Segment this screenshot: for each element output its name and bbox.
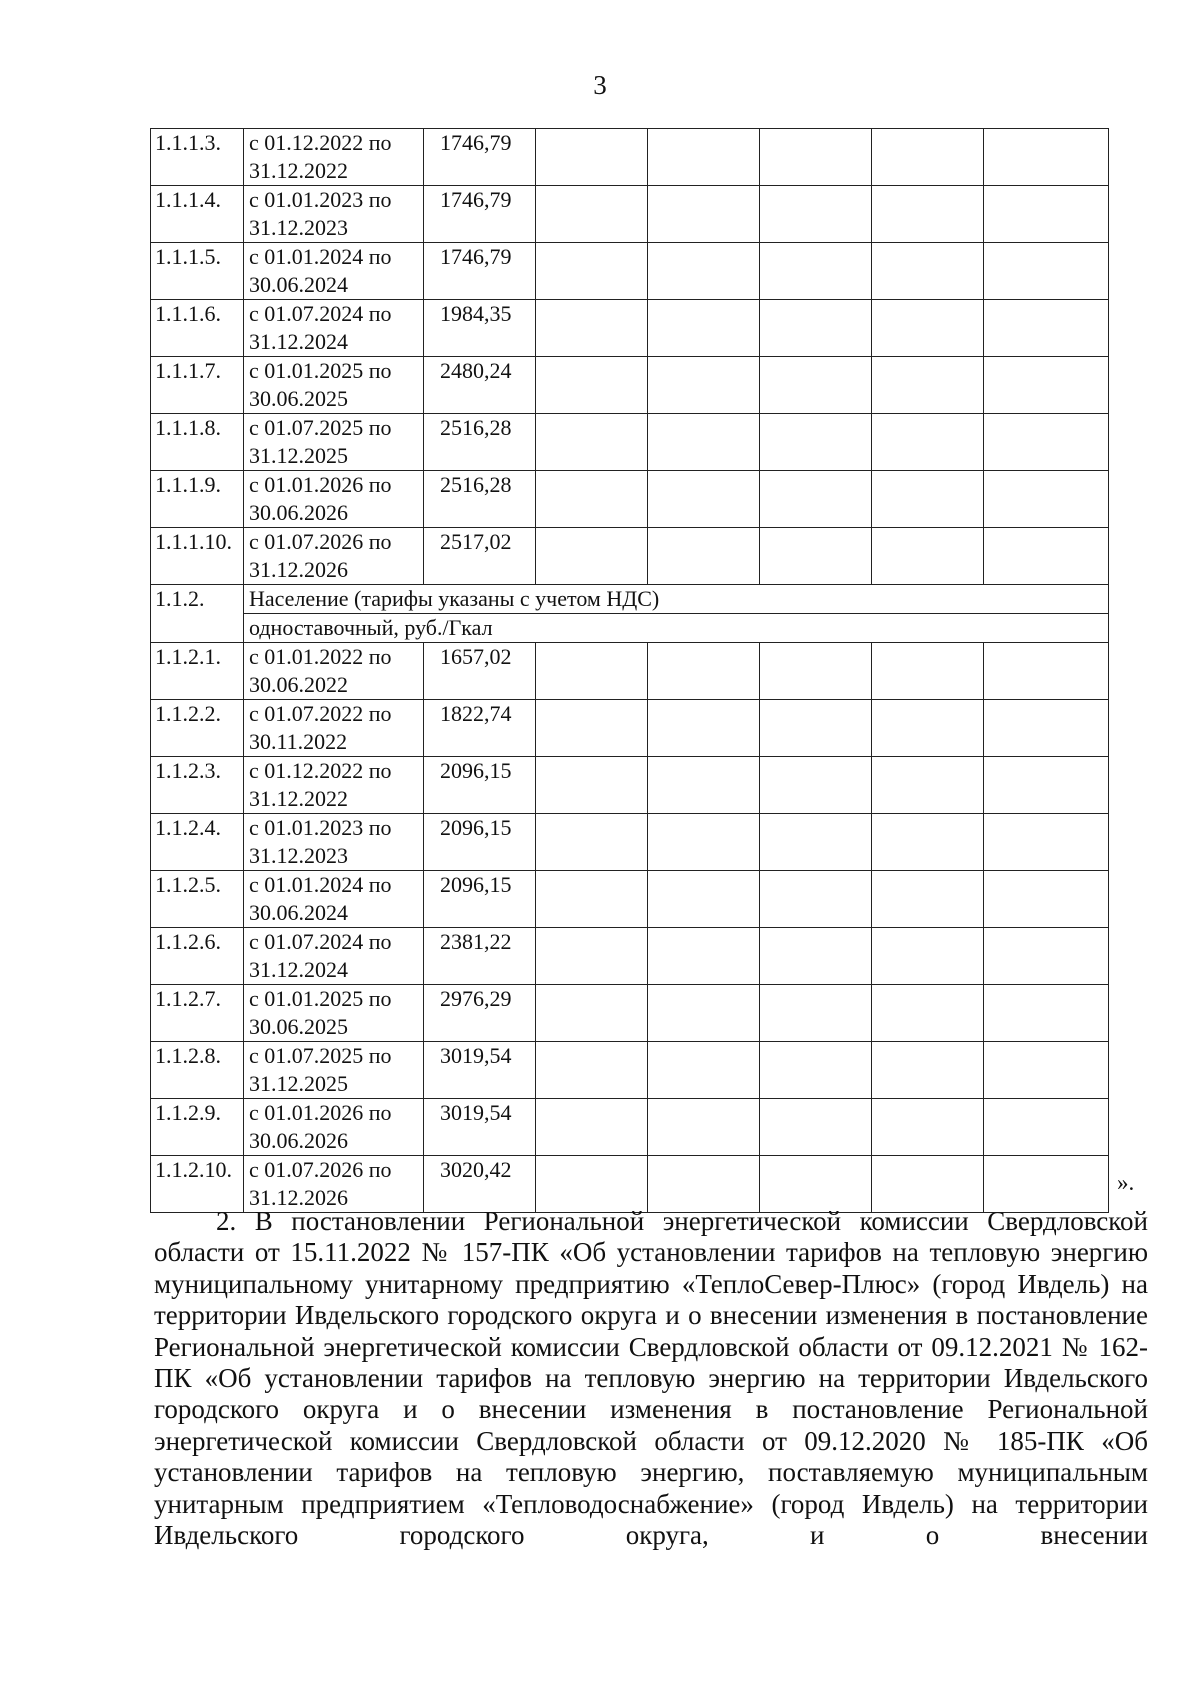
- row-tariff-value: 1657,02: [424, 643, 536, 700]
- empty-cell: [536, 757, 648, 814]
- empty-cell: [872, 985, 984, 1042]
- row-tariff-value: 2096,15: [424, 757, 536, 814]
- row-number: 1.1.1.4.: [151, 186, 244, 243]
- empty-cell: [648, 243, 760, 300]
- empty-cell: [648, 814, 760, 871]
- row-tariff-value: 2516,28: [424, 414, 536, 471]
- group-number: 1.1.2.: [151, 585, 244, 643]
- row-tariff-value: 2976,29: [424, 985, 536, 1042]
- empty-cell: [872, 643, 984, 700]
- empty-cell: [984, 414, 1109, 471]
- period-end: 30.06.2024: [249, 900, 348, 925]
- empty-cell: [536, 414, 648, 471]
- empty-cell: [760, 528, 872, 585]
- row-tariff-value: 2517,02: [424, 528, 536, 585]
- empty-cell: [648, 300, 760, 357]
- period-end: 31.12.2024: [249, 957, 348, 982]
- row-period: [244, 243, 424, 300]
- empty-cell: [984, 1156, 1109, 1213]
- tariff-table: [150, 128, 1109, 1213]
- table-row: [151, 129, 1109, 186]
- empty-cell: [984, 814, 1109, 871]
- period-start: с 01.07.2025 по: [249, 415, 392, 440]
- empty-cell: [536, 1156, 648, 1213]
- empty-cell: [536, 1099, 648, 1156]
- period-end: 31.12.2026: [249, 1185, 348, 1210]
- period-start: с 01.07.2024 по: [249, 929, 392, 954]
- period-end: 31.12.2026: [249, 557, 348, 582]
- row-number: 1.1.1.10.: [151, 528, 244, 585]
- empty-cell: [872, 357, 984, 414]
- group-title: Население (тарифы указаны с учетом НДС): [244, 585, 1109, 614]
- period-end: 30.06.2024: [249, 272, 348, 297]
- paragraph-2: 2. В постановлении Региональной энергетической комиссии Свердловской области от 15.11.2022 № 157-ПК «Об установлении тарифов на тепловую энергию муниципальному унитарному предприятию «ТеплоСевер-Плюс» (город Ивдель) на территории Ивдельского городского округа и о внесении изменения в постановление Региональной энергетической комиссии Свердловской области от 09.12.2021 № 162-ПК «Об установлении тарифов на тепловую энергию на территории Ивдельского городского округа и о внесении изменения в постановление Региональной энергетической комиссии Свердловской области от 09.12.2020 № 185-ПК «Об установлении тарифов на тепловую энергию, поставляемую муниципальным унитарным предприятием «Тепловодоснабжение» (город Ивдель) на территории Ивдельского городского округа, и о внесении: [154, 1206, 1148, 1551]
- empty-cell: [872, 1156, 984, 1213]
- row-number: 1.1.2.7.: [151, 985, 244, 1042]
- period-start: с 01.01.2025 по: [249, 986, 392, 1011]
- row-period: [244, 1099, 424, 1156]
- row-number: 1.1.1.8.: [151, 414, 244, 471]
- period-start: с 01.01.2024 по: [249, 244, 392, 269]
- row-period: [244, 985, 424, 1042]
- empty-cell: [872, 700, 984, 757]
- period-end: 30.11.2022: [249, 729, 348, 754]
- empty-cell: [648, 928, 760, 985]
- closing-quote: ».: [1117, 1170, 1135, 1195]
- table-row: [151, 814, 1109, 871]
- group-header-row: [151, 585, 1109, 614]
- empty-cell: [984, 357, 1109, 414]
- row-period: [244, 129, 424, 186]
- empty-cell: [984, 1042, 1109, 1099]
- empty-cell: [760, 700, 872, 757]
- empty-cell: [872, 928, 984, 985]
- table-row: [151, 871, 1109, 928]
- empty-cell: [760, 871, 872, 928]
- period-start: с 01.12.2022 по: [249, 758, 392, 783]
- period-start: с 01.01.2026 по: [249, 1100, 392, 1125]
- row-tariff-value: 1746,79: [424, 243, 536, 300]
- empty-cell: [984, 471, 1109, 528]
- period-end: 31.12.2024: [249, 329, 348, 354]
- table-row: [151, 1042, 1109, 1099]
- empty-cell: [872, 871, 984, 928]
- empty-cell: [760, 928, 872, 985]
- empty-cell: [984, 186, 1109, 243]
- empty-cell: [536, 471, 648, 528]
- empty-cell: [872, 528, 984, 585]
- period-end: 30.06.2026: [249, 500, 348, 525]
- table-row: [151, 186, 1109, 243]
- row-number: 1.1.2.10.: [151, 1156, 244, 1213]
- empty-cell: [984, 129, 1109, 186]
- empty-cell: [648, 1156, 760, 1213]
- empty-cell: [760, 471, 872, 528]
- row-number: 1.1.2.1.: [151, 643, 244, 700]
- row-period: [244, 871, 424, 928]
- period-end: 31.12.2025: [249, 443, 348, 468]
- empty-cell: [984, 528, 1109, 585]
- row-number: 1.1.2.3.: [151, 757, 244, 814]
- table-row: [151, 757, 1109, 814]
- period-end: 30.06.2025: [249, 386, 348, 411]
- empty-cell: [760, 814, 872, 871]
- population-group: [151, 585, 1109, 643]
- row-period: [244, 814, 424, 871]
- row-tariff-value: 3019,54: [424, 1099, 536, 1156]
- empty-cell: [648, 985, 760, 1042]
- period-end: 31.12.2025: [249, 1071, 348, 1096]
- row-period: [244, 300, 424, 357]
- table-row: [151, 414, 1109, 471]
- empty-cell: [760, 357, 872, 414]
- empty-cell: [648, 643, 760, 700]
- tariff-rows-b: [151, 643, 1109, 1213]
- row-tariff-value: 2381,22: [424, 928, 536, 985]
- empty-cell: [648, 186, 760, 243]
- period-start: с 01.01.2026 по: [249, 472, 392, 497]
- empty-cell: [536, 186, 648, 243]
- period-end: 31.12.2023: [249, 215, 348, 240]
- empty-cell: [872, 243, 984, 300]
- row-period: [244, 471, 424, 528]
- period-end: 30.06.2025: [249, 1014, 348, 1039]
- row-number: 1.1.2.9.: [151, 1099, 244, 1156]
- period-start: с 01.01.2023 по: [249, 187, 392, 212]
- row-tariff-value: 2516,28: [424, 471, 536, 528]
- group-subtitle: одноставочный, руб./Гкал: [244, 614, 1109, 643]
- row-tariff-value: 2480,24: [424, 357, 536, 414]
- empty-cell: [760, 243, 872, 300]
- table-row: [151, 357, 1109, 414]
- empty-cell: [648, 528, 760, 585]
- empty-cell: [872, 186, 984, 243]
- empty-cell: [648, 757, 760, 814]
- period-end: 30.06.2026: [249, 1128, 348, 1153]
- period-start: с 01.01.2024 по: [249, 872, 392, 897]
- empty-cell: [984, 243, 1109, 300]
- empty-cell: [536, 928, 648, 985]
- table-row: [151, 1156, 1109, 1213]
- row-period: [244, 643, 424, 700]
- table-row: [151, 928, 1109, 985]
- group-subtitle-row: [151, 614, 1109, 643]
- table-row: [151, 528, 1109, 585]
- empty-cell: [536, 871, 648, 928]
- period-start: с 01.07.2026 по: [249, 1157, 392, 1182]
- period-end: 31.12.2023: [249, 843, 348, 868]
- row-period: [244, 700, 424, 757]
- empty-cell: [648, 1042, 760, 1099]
- table-row: [151, 643, 1109, 700]
- period-start: с 01.01.2023 по: [249, 815, 392, 840]
- empty-cell: [648, 1099, 760, 1156]
- row-period: [244, 1042, 424, 1099]
- row-number: 1.1.1.5.: [151, 243, 244, 300]
- empty-cell: [536, 357, 648, 414]
- empty-cell: [760, 414, 872, 471]
- empty-cell: [536, 814, 648, 871]
- empty-cell: [760, 1042, 872, 1099]
- row-period: [244, 357, 424, 414]
- empty-cell: [872, 814, 984, 871]
- empty-cell: [872, 1042, 984, 1099]
- empty-cell: [760, 186, 872, 243]
- empty-cell: [536, 300, 648, 357]
- empty-cell: [984, 1099, 1109, 1156]
- row-tariff-value: 1822,74: [424, 700, 536, 757]
- empty-cell: [760, 1156, 872, 1213]
- row-number: 1.1.1.6.: [151, 300, 244, 357]
- page-number: 3: [593, 70, 607, 100]
- empty-cell: [984, 757, 1109, 814]
- period-start: с 01.12.2022 по: [249, 130, 392, 155]
- empty-cell: [760, 300, 872, 357]
- empty-cell: [760, 129, 872, 186]
- row-tariff-value: 3019,54: [424, 1042, 536, 1099]
- empty-cell: [872, 129, 984, 186]
- tariff-rows-a: [151, 129, 1109, 585]
- empty-cell: [760, 1099, 872, 1156]
- empty-cell: [648, 871, 760, 928]
- empty-cell: [536, 528, 648, 585]
- period-start: с 01.01.2022 по: [249, 644, 392, 669]
- row-number: 1.1.1.3.: [151, 129, 244, 186]
- empty-cell: [536, 700, 648, 757]
- empty-cell: [760, 757, 872, 814]
- empty-cell: [760, 985, 872, 1042]
- row-period: [244, 414, 424, 471]
- table-row: [151, 985, 1109, 1042]
- row-number: 1.1.2.4.: [151, 814, 244, 871]
- empty-cell: [984, 643, 1109, 700]
- row-tariff-value: 2096,15: [424, 871, 536, 928]
- row-tariff-value: 1746,79: [424, 186, 536, 243]
- row-tariff-value: 2096,15: [424, 814, 536, 871]
- period-end: 31.12.2022: [249, 158, 348, 183]
- row-tariff-value: 3020,42: [424, 1156, 536, 1213]
- row-period: [244, 186, 424, 243]
- row-number: 1.1.1.7.: [151, 357, 244, 414]
- period-end: 30.06.2022: [249, 672, 348, 697]
- empty-cell: [872, 300, 984, 357]
- empty-cell: [648, 414, 760, 471]
- row-number: 1.1.2.6.: [151, 928, 244, 985]
- empty-cell: [984, 871, 1109, 928]
- empty-cell: [536, 985, 648, 1042]
- empty-cell: [536, 643, 648, 700]
- row-period: [244, 757, 424, 814]
- row-tariff-value: 1984,35: [424, 300, 536, 357]
- period-start: с 01.07.2026 по: [249, 529, 392, 554]
- table-row: [151, 1099, 1109, 1156]
- empty-cell: [872, 757, 984, 814]
- empty-cell: [760, 643, 872, 700]
- empty-cell: [872, 471, 984, 528]
- empty-cell: [536, 243, 648, 300]
- row-period: [244, 528, 424, 585]
- row-tariff-value: 1746,79: [424, 129, 536, 186]
- table-row: [151, 243, 1109, 300]
- period-start: с 01.07.2025 по: [249, 1043, 392, 1068]
- table-row: [151, 700, 1109, 757]
- table-row: [151, 471, 1109, 528]
- period-start: с 01.07.2022 по: [249, 701, 392, 726]
- empty-cell: [984, 928, 1109, 985]
- empty-cell: [984, 700, 1109, 757]
- table-row: [151, 300, 1109, 357]
- row-number: 1.1.1.9.: [151, 471, 244, 528]
- empty-cell: [536, 129, 648, 186]
- body-text: [154, 1206, 1148, 1551]
- empty-cell: [648, 700, 760, 757]
- row-period: [244, 928, 424, 985]
- empty-cell: [648, 471, 760, 528]
- empty-cell: [984, 985, 1109, 1042]
- period-start: с 01.01.2025 по: [249, 358, 392, 383]
- empty-cell: [984, 300, 1109, 357]
- row-number: 1.1.2.2.: [151, 700, 244, 757]
- row-number: 1.1.2.5.: [151, 871, 244, 928]
- row-period: [244, 1156, 424, 1213]
- row-number: 1.1.2.8.: [151, 1042, 244, 1099]
- empty-cell: [872, 414, 984, 471]
- period-end: 31.12.2022: [249, 786, 348, 811]
- empty-cell: [648, 357, 760, 414]
- empty-cell: [536, 1042, 648, 1099]
- period-start: с 01.07.2024 по: [249, 301, 392, 326]
- empty-cell: [872, 1099, 984, 1156]
- empty-cell: [648, 129, 760, 186]
